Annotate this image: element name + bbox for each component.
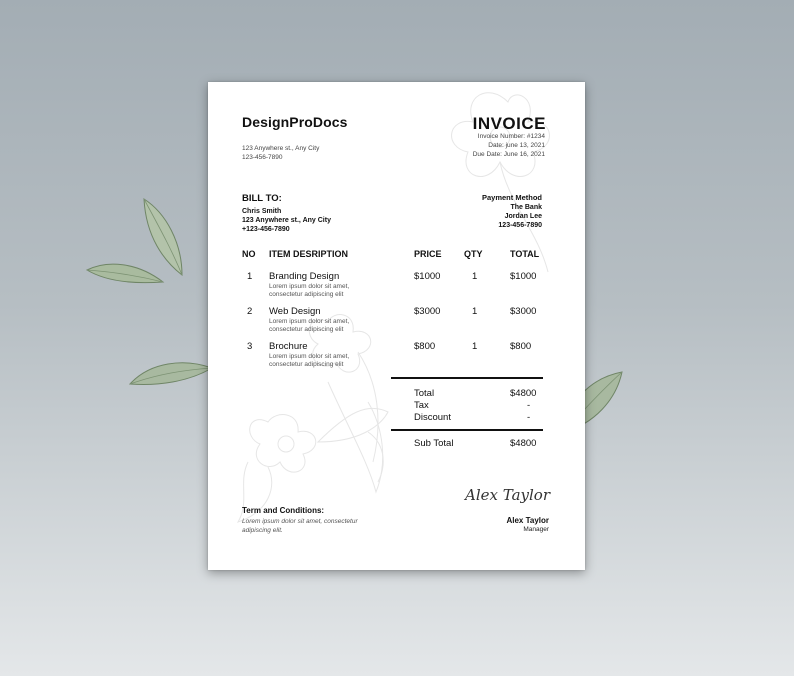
item-price: $1000 bbox=[414, 271, 441, 282]
item-number: 3 bbox=[247, 341, 253, 352]
divider bbox=[391, 377, 543, 379]
invoice-number: Invoice Number: #1234 bbox=[477, 133, 545, 140]
invoice-document bbox=[208, 82, 585, 570]
item-name: Web Design bbox=[269, 306, 321, 317]
bill-to-phone: +123-456-7890 bbox=[242, 226, 290, 233]
column-header-item: ITEM DESRIPTION bbox=[269, 249, 349, 259]
terms-title: Term and Conditions: bbox=[242, 506, 325, 515]
terms-text: adipiscing elit. bbox=[242, 527, 283, 534]
leaf-decoration-icon bbox=[85, 258, 165, 288]
total-value: $4800 bbox=[510, 388, 537, 399]
discount-label: Discount bbox=[414, 412, 451, 423]
item-number: 2 bbox=[247, 306, 253, 317]
item-qty: 1 bbox=[472, 306, 478, 317]
column-header-total: TOTAL bbox=[510, 249, 540, 259]
item-price: $800 bbox=[414, 341, 436, 352]
item-description: Lorem ipsum dolor sit amet, bbox=[269, 318, 350, 325]
company-name: DesignProDocs bbox=[242, 114, 348, 130]
column-header-price: PRICE bbox=[414, 249, 442, 259]
item-qty: 1 bbox=[472, 271, 478, 282]
column-header-no: NO bbox=[242, 249, 256, 259]
tax-value: - bbox=[527, 400, 531, 411]
terms-text: Lorem ipsum dolor sit amet, consectetur bbox=[242, 518, 358, 525]
signatory-name: Alex Taylor bbox=[506, 516, 549, 525]
column-header-qty: QTY bbox=[464, 249, 483, 259]
item-total: $800 bbox=[510, 341, 532, 352]
bill-to-address: 123 Anywhere st., Any City bbox=[242, 217, 331, 224]
payment-account-number: 123-456-7890 bbox=[498, 222, 542, 229]
item-name: Brochure bbox=[269, 341, 308, 352]
item-number: 1 bbox=[247, 271, 253, 282]
leaf-decoration-icon bbox=[128, 356, 214, 388]
invoice-date: Date: june 13, 2021 bbox=[488, 142, 545, 149]
company-address: 123 Anywhere st., Any City bbox=[242, 145, 320, 152]
payment-account-name: Jordan Lee bbox=[504, 213, 542, 220]
item-price: $3000 bbox=[414, 306, 441, 317]
payment-method-label: Payment Method bbox=[481, 193, 542, 202]
company-phone: 123-456-7890 bbox=[242, 154, 283, 161]
subtotal-value: $4800 bbox=[510, 438, 537, 449]
item-name: Branding Design bbox=[269, 271, 340, 282]
bill-to-label: BILL TO: bbox=[242, 193, 282, 204]
item-description: consectetur adipiscing elit bbox=[269, 361, 344, 368]
invoice-title: INVOICE bbox=[472, 114, 546, 133]
item-description: Lorem ipsum dolor sit amet, bbox=[269, 353, 350, 360]
subtotal-label: Sub Total bbox=[414, 438, 454, 449]
signatory-role: Manager bbox=[523, 526, 549, 533]
tax-label: Tax bbox=[414, 400, 429, 411]
total-label: Total bbox=[414, 388, 435, 399]
discount-value: - bbox=[527, 412, 531, 423]
divider bbox=[391, 429, 543, 431]
bill-to-name: Chris Smith bbox=[242, 208, 282, 215]
payment-bank: The Bank bbox=[510, 204, 542, 211]
signature: Alex Taylor bbox=[465, 486, 550, 504]
invoice-due-date: Due Date: June 16, 2021 bbox=[472, 151, 545, 158]
item-description: consectetur adipiscing elit bbox=[269, 291, 344, 298]
item-total: $3000 bbox=[510, 306, 537, 317]
item-description: consectetur adipiscing elit bbox=[269, 326, 344, 333]
item-description: Lorem ipsum dolor sit amet, bbox=[269, 283, 350, 290]
item-qty: 1 bbox=[472, 341, 478, 352]
item-total: $1000 bbox=[510, 271, 537, 282]
